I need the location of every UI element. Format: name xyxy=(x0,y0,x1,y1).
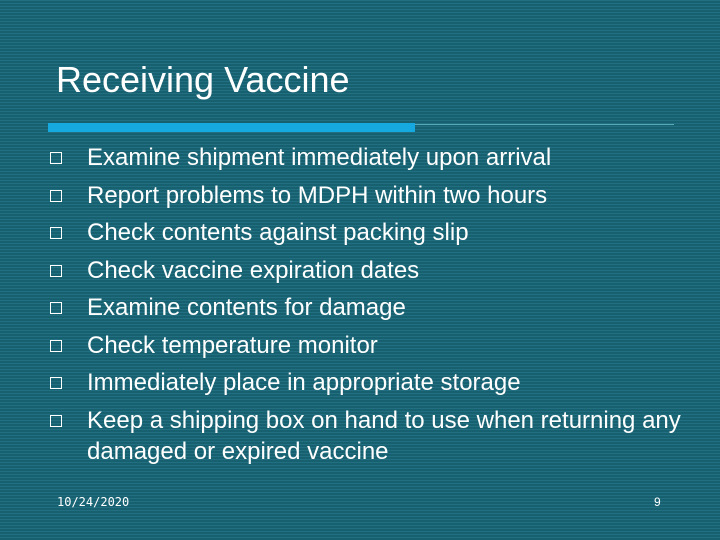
bullet-text: Check temperature monitor xyxy=(87,331,378,359)
hollow-square-icon xyxy=(50,265,62,277)
bullet-text: Report problems to MDPH within two hours xyxy=(87,181,548,209)
hollow-square-icon xyxy=(50,152,62,164)
bullet-item xyxy=(48,292,688,323)
hollow-square-icon xyxy=(50,302,62,314)
bullet-list xyxy=(48,142,688,473)
hollow-square-icon xyxy=(50,227,62,239)
bullet-text: Check contents against packing slip xyxy=(87,219,469,246)
bullet-item xyxy=(48,217,688,248)
bullet-text: Examine contents for damage xyxy=(87,294,406,321)
hollow-square-icon xyxy=(50,377,62,389)
bullet-item xyxy=(48,255,688,286)
hollow-square-icon xyxy=(50,415,62,427)
hollow-square-icon xyxy=(50,190,62,202)
page-number: 9 xyxy=(654,495,661,509)
bullet-item xyxy=(48,330,688,361)
bullet-text: Immediately place in appropriate storage xyxy=(87,369,521,396)
bullet-item xyxy=(48,405,688,467)
footer-date: 10/24/2020 xyxy=(57,495,130,509)
bullet-item xyxy=(48,180,688,211)
bullet-item xyxy=(48,142,688,173)
title-underline-accent xyxy=(48,123,415,132)
hollow-square-icon xyxy=(50,340,62,352)
bullet-text: Check vaccine expiration dates xyxy=(87,256,420,284)
slide-title: Receiving Vaccine xyxy=(56,59,350,100)
bullet-text: Examine shipment immediately upon arrival xyxy=(87,144,552,171)
bullet-item xyxy=(48,367,688,398)
bullet-text: Keep a shipping box on hand to use when returning any damaged or expired vaccine xyxy=(87,406,681,465)
